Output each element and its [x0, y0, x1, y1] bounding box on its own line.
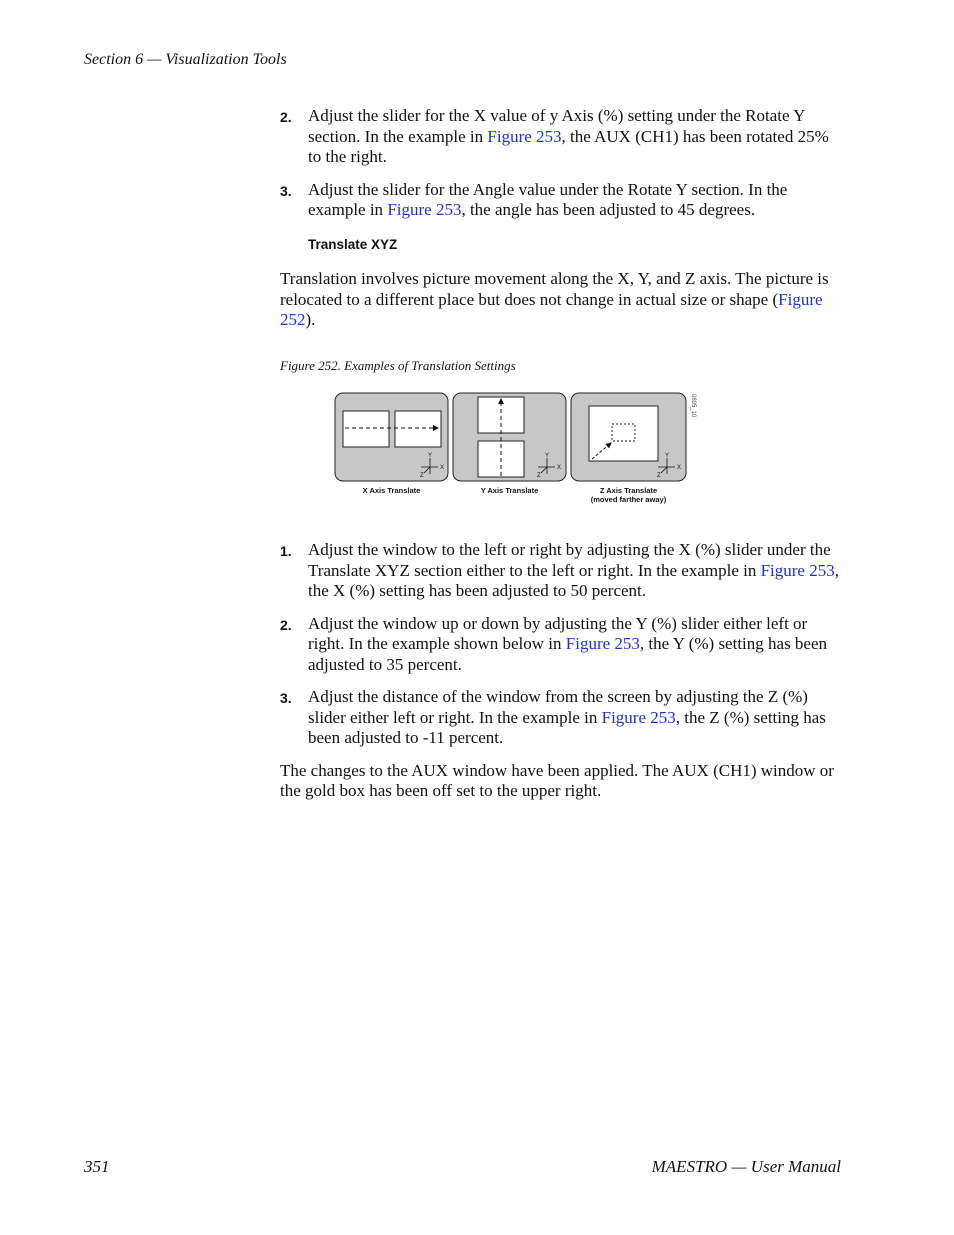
closing-paragraph: The changes to the AUX window have been applied. The AUX (CH1) window or the gold box has been off set to the upper right.: [280, 760, 834, 800]
page-header: Section 6 — Visualization Tools: [84, 51, 287, 68]
axis-letter-y: Y: [665, 453, 670, 459]
footer-title: MAESTRO — User Manual: [651, 1157, 841, 1176]
step-text: , the angle has been adjusted to 45 degrees.: [461, 200, 756, 219]
step-number: 3.: [280, 182, 292, 199]
step-text: Adjust the window to the left or right by adjusting the X (%) slider under the Translate XYZ section either to the left or right. In the example in: [308, 540, 831, 580]
page-number: 351: [84, 1157, 110, 1176]
panel-label-text: X Axis Translate: [362, 486, 421, 495]
axis-letter-x: X: [557, 465, 562, 471]
panel-label-x: [335, 486, 448, 495]
step-text: , the Y (%) setting has been adjusted to 35 percent.: [308, 634, 828, 674]
panel-label-z: [571, 486, 686, 504]
step-text: , the X (%) setting has been adjusted to 50 percent.: [308, 560, 839, 600]
axis-letter-z: Z: [537, 473, 541, 479]
figure-link[interactable]: Figure 252: [280, 289, 823, 329]
axis-letter-z: Z: [657, 473, 661, 479]
panel-label-text: Y Axis Translate: [480, 486, 539, 495]
section-subheading: Translate XYZ: [308, 236, 398, 252]
step-text: , the AUX (CH1) has been rotated 25% to the right.: [308, 126, 829, 166]
panel-x-axis: [335, 393, 448, 481]
panel-y-axis: [453, 393, 566, 481]
step-number: 1.: [280, 543, 292, 559]
figure-link[interactable]: Figure 253: [760, 560, 835, 580]
axis-letter-y: Y: [428, 453, 433, 459]
axis-letter-x: X: [677, 465, 682, 471]
step-text: Adjust the slider for the Angle value under the Rotate Y section. In the example in: [308, 179, 788, 219]
step-number: 2.: [280, 109, 292, 125]
step-text: Adjust the slider for the X value of y Axis (%) setting under the Rotate Y section. In the example in: [308, 106, 805, 146]
translate-steps-section: [280, 540, 845, 814]
intro-text: ).: [305, 310, 316, 329]
step-text: Adjust the window up or down by adjusting the Y (%) slider either left or right. In the example shown below in: [308, 613, 808, 653]
figure-file-id: 0895_10: [690, 394, 696, 418]
panel-label-subtext: (moved farther away): [590, 495, 667, 504]
figure-caption: Figure 252. Examples of Translation Settings: [280, 358, 516, 373]
translation-figure: [330, 388, 700, 513]
intro-text: Translation involves picture movement along the X, Y, and Z axis. The picture is relocated to a different place but does not change in actual size or shape (: [280, 269, 829, 309]
intro-paragraph: [280, 269, 845, 331]
step-rotate-2: [280, 106, 845, 168]
step-number: 2.: [280, 616, 292, 633]
axis-letter-x: X: [440, 465, 445, 471]
figure-link[interactable]: Figure 253: [487, 126, 562, 146]
figure-link[interactable]: Figure 253: [601, 707, 676, 727]
step-rotate-3: [280, 180, 845, 221]
step-translate-1: [280, 540, 845, 602]
panel-label-text: Z Axis Translate: [599, 486, 658, 495]
figure-link[interactable]: Figure 253: [387, 200, 462, 219]
step-translate-3: [280, 687, 845, 749]
panel-z-axis: [571, 393, 686, 481]
axis-letter-z: Z: [420, 473, 424, 479]
axis-letter-y: Y: [545, 453, 550, 459]
step-text: , the Z (%) setting has been adjusted to -11 percent.: [308, 707, 826, 747]
step-number: 3.: [280, 690, 292, 706]
figure-link[interactable]: Figure 253: [565, 634, 640, 653]
rotate-steps-section: [280, 106, 845, 343]
step-text: Adjust the distance of the window from the screen by adjusting the Z (%) slider either left or right. In the example in: [308, 687, 808, 727]
step-translate-2: [280, 614, 845, 676]
panel-label-y: [453, 486, 566, 495]
